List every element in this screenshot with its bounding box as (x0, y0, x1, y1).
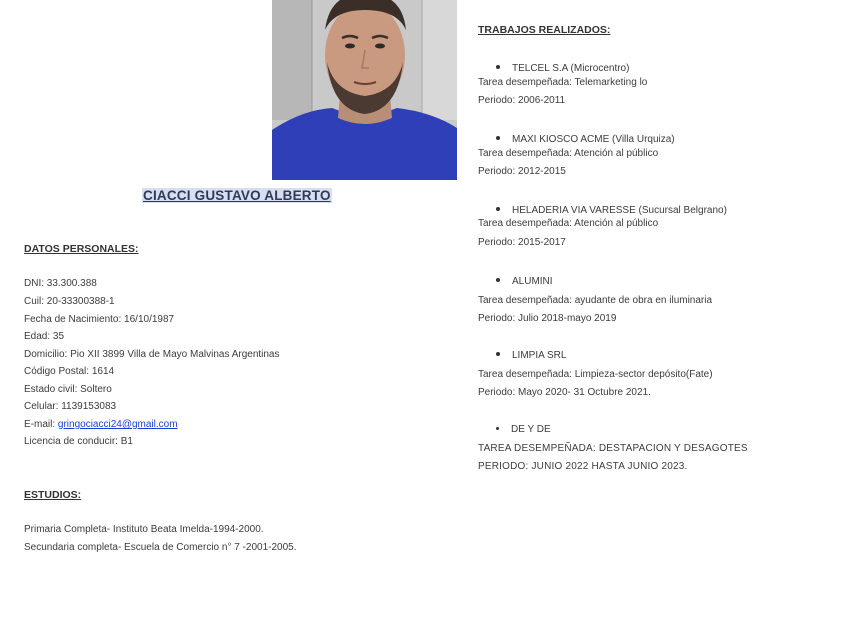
job-company: TELCEL S.A (Microcentro) (496, 63, 629, 74)
address-line: Domicilio: Pio XII 3899 Villa de Mayo Malvinas Argentinas (24, 349, 280, 360)
job-period: Periodo: 2012-2015 (478, 166, 566, 177)
civil-status-line: Estado civil: Soltero (24, 384, 112, 395)
secondary-study-line: Secundaria completa- Escuela de Comercio n° 7 -2001-2005. (24, 542, 297, 553)
bullet-dot (496, 65, 500, 69)
email-link[interactable]: gringociacci24@gmail.com (57, 419, 178, 430)
age-line: Edad: 35 (24, 331, 65, 342)
studies-heading: ESTUDIOS: (24, 489, 82, 501)
job-company: ALUMINI (496, 276, 553, 287)
job-period: PERIODO: JUNIO 2022 HASTA JUNIO 2023. (478, 461, 688, 472)
primary-study-line: Primaria Completa- Instituto Beata Imelda-1994-2000. (24, 524, 264, 535)
phone-line: Celular: 1139153083 (24, 401, 117, 412)
job-company: DE Y DE (496, 424, 551, 435)
candidate-name: CIACCI GUSTAVO ALBERTO (143, 188, 331, 203)
job-company: MAXI KIOSCO ACME (Villa Urquiza) (496, 134, 675, 145)
profile-photo (272, 0, 457, 180)
job-company: LIMPIA SRL (496, 350, 566, 361)
job-period: Periodo: Julio 2018-mayo 2019 (478, 313, 617, 324)
job-task: Tarea desempeñada: Atención al público (478, 218, 659, 229)
email-label: E-mail: (24, 419, 58, 430)
job-task: Tarea desempeñada: Limpieza-sector depósito(Fate) (478, 369, 713, 380)
bullet-dot (496, 136, 500, 140)
job-task: Tarea desempeñada: Atención al público (478, 148, 659, 159)
dni-line: DNI: 33.300.388 (24, 278, 97, 289)
postal-line: Código Postal: 1614 (24, 366, 115, 377)
bullet-dot (496, 278, 500, 282)
job-company: HELADERIA VIA VARESSE (Sucursal Belgrano) (496, 205, 727, 216)
job-period: Periodo: 2015-2017 (478, 237, 566, 248)
job-task: Tarea desempeñada: ayudante de obra en iluminaria (478, 295, 713, 306)
job-task: Tarea desempeñada: Telemarketing lo (478, 77, 648, 88)
job-period: Periodo: 2006-2011 (478, 95, 566, 106)
cuil-line: Cuil: 20-33300388-1 (24, 296, 115, 307)
bullet-dot (496, 352, 500, 356)
job-task: TAREA DESEMPEÑADA: DESTAPACION Y DESAGOTES (478, 443, 748, 454)
personal-data-heading: DATOS PERSONALES: (24, 243, 139, 255)
birth-line: Fecha de Nacimiento: 16/10/1987 (24, 314, 175, 325)
bullet-dot (496, 427, 499, 430)
email-line (24, 419, 178, 430)
jobs-heading: TRABAJOS REALIZADOS: (478, 24, 611, 36)
job-period: Periodo: Mayo 2020- 31 Octubre 2021. (478, 387, 651, 398)
license-line: Licencia de conducir: B1 (24, 436, 133, 447)
bullet-dot (496, 207, 500, 211)
